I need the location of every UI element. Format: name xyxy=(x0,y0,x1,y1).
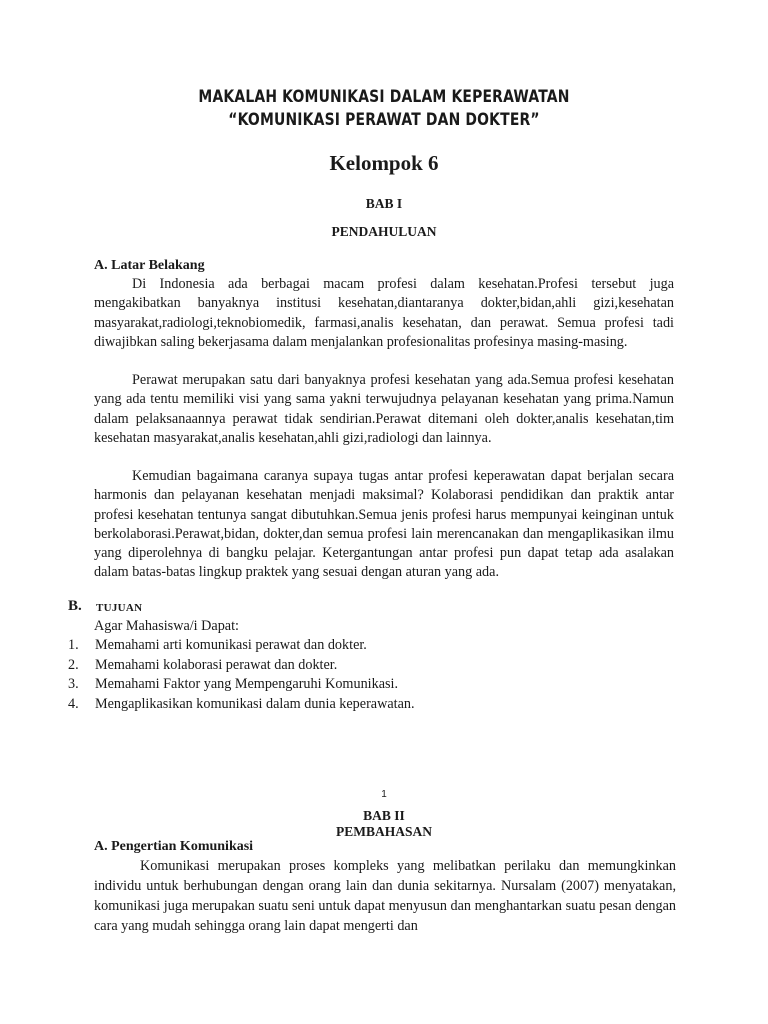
chapter-2-label: BAB II xyxy=(363,808,405,823)
paragraph-3: Kemudian bagaimana caranya supaya tugas antar profesi keperawatan dapat berjalan secara harmonis dan pelayanan kesehatan menjadi maksimal? Kolaborasi pendidikan dan praktik antar profesi kesehatan tentunya sangat dibutuhkan.Semua jenis profesi harus mempunyai keinginan untuk berkolaborasi.Perawat,bidan, dokter,dan semua profesi lain merencanakan dan mengaplikasikan ilmu yang diperolehnya di bangku pelajar. Ketergantungan antar profesi pun dapat tetap ada asalakan dalam batas-batas lingkup praktek yang sesuai dengan aturan yang ada. xyxy=(94,468,674,581)
chapter-1-title: PENDAHULUAN xyxy=(331,224,437,239)
document-title xyxy=(69,86,699,132)
list-item: 1. Memahami arti komunikasi perawat dan dokter. xyxy=(68,637,367,653)
paragraph-2: Perawat merupakan satu dari banyaknya profesi kesehatan yang ada.Semua profesi kesehatan yang ada tentu memiliki visi yang sama yakni terwujudnya pelayanan kesehatan yang prima.Namun dalam pelaksanaannya perawat tidak sendirian.Perawat ditemani oleh dokter,analis kesehatan,tim kesehatan masyarakat,analis kesehatan,ahli gizi,radiologi dan lainnya. xyxy=(94,372,674,446)
paragraph-1: Di Indonesia ada berbagai macam profesi dalam kesehatan.Profesi tersebut juga mengakibatkan banyaknya institusi kesehatan,diantaranya dokter,bidan,ahli gizi,kesehatan masyarakat,radiologi,teknobiomedik, farmasi,analis kesehatan, dan perawat. Semua profesi tadi diwajibkan saling bekerjasama dalam menjalankan profesionalitas profesinya masing-masing. xyxy=(94,276,674,350)
objectives-intro: Agar Mahasiswa/i Dapat: xyxy=(94,618,239,634)
title-line-1: MAKALAH KOMUNIKASI DALAM KEPERAWATAN xyxy=(198,87,570,107)
chapter-2-title: PEMBAHASAN xyxy=(335,824,432,839)
list-item: 3. Memahami Faktor yang Mempengaruhi Komunikasi. xyxy=(68,676,399,692)
section-b-heading: TUJUAN xyxy=(96,602,143,614)
section-b-marker: B. xyxy=(68,598,82,614)
section-a-heading: A. Latar Belakang xyxy=(94,258,205,273)
page-number: 1 xyxy=(381,789,387,800)
list-item: 4. Mengaplikasikan komunikasi dalam dunia keperawatan. xyxy=(68,695,415,712)
objectives-list xyxy=(68,636,415,714)
group-label: Kelompok 6 xyxy=(329,151,439,175)
paragraph-4: Komunikasi merupakan proses kompleks yang melibatkan perilaku dan memungkinkan individu untuk berhubungan dengan orang lain dan dunia sekitarnya. Nursalam (2007) menyatakan, komunikasi juga merupakan suatu seni untuk dapat menyusun dan menghantarkan suatu pesan dengan cara yang mudah sehingga orang lain dapat mengerti dan xyxy=(94,858,676,934)
list-item: 2. Memahami kolaborasi perawat dan dokter. xyxy=(68,656,338,673)
chapter-1-label: BAB I xyxy=(365,196,403,211)
title-line-2: “KOMUNIKASI PERAWAT DAN DOKTER” xyxy=(228,110,540,130)
section-a2-heading: A. Pengertian Komunikasi xyxy=(94,839,254,854)
